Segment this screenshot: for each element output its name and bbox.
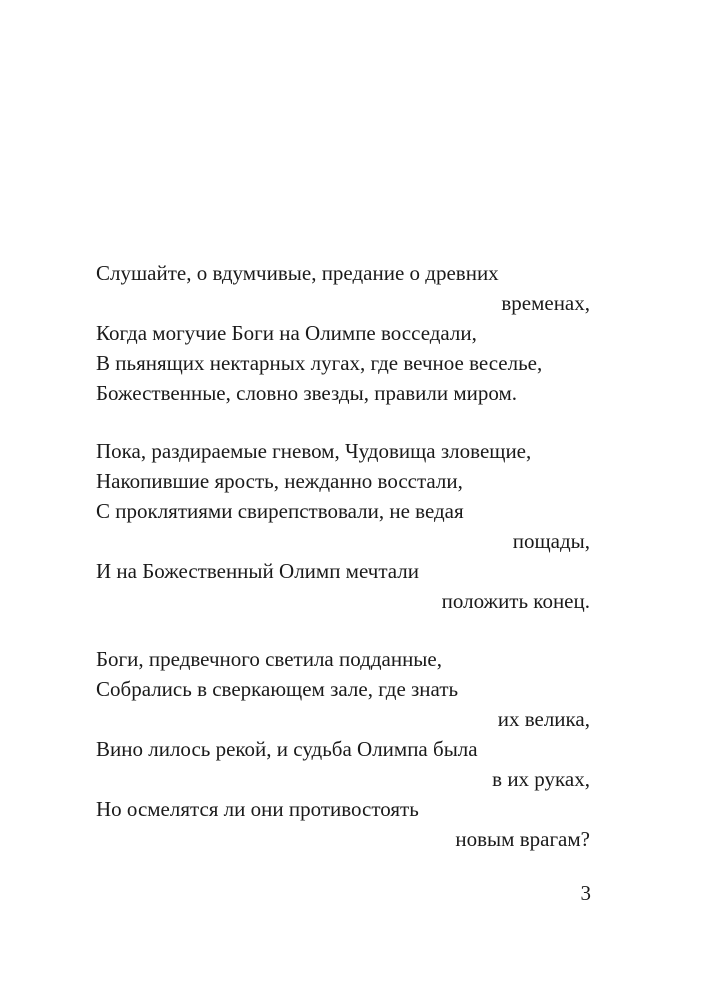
- poem: [96, 258, 590, 882]
- poem-line: Пока, раздираемые гневом, Чудовища зловещие,: [96, 439, 532, 463]
- poem-line: Собрались в сверкающем зале, где знать: [96, 677, 459, 701]
- stanza-2: [96, 436, 590, 616]
- stanza-3: [96, 644, 590, 854]
- poem-line-continuation: временах,: [501, 291, 590, 315]
- stanza-1: [96, 258, 590, 408]
- poem-line: С проклятиями свирепствовали, не ведая: [96, 499, 464, 523]
- poem-line-continuation: положить конец.: [441, 589, 590, 613]
- poem-line-continuation: пощады,: [512, 529, 590, 553]
- page-number: 3: [580, 881, 591, 905]
- poem-line-continuation: новым врагам?: [455, 827, 590, 851]
- poem-line: Накопившие ярость, нежданно восстали,: [96, 469, 463, 493]
- poem-line: Вино лилось рекой, и судьба Олимпа была: [96, 737, 478, 761]
- poem-line: Боги, предвечного светила подданные,: [96, 647, 442, 671]
- poem-line: Когда могучие Боги на Олимпе восседали,: [96, 321, 477, 345]
- poem-line: В пьянящих нектарных лугах, где вечное веселье,: [96, 351, 543, 375]
- poem-line-continuation: их велика,: [497, 707, 590, 731]
- poem-line: Слушайте, о вдумчивые, предание о древних: [96, 261, 499, 285]
- poem-line: И на Божественный Олимп мечтали: [96, 559, 419, 583]
- poem-line-continuation: в их руках,: [492, 767, 590, 791]
- poem-line: Но осмелятся ли они противостоять: [96, 797, 419, 821]
- poem-line: Божественные, словно звезды, правили миром.: [96, 381, 518, 405]
